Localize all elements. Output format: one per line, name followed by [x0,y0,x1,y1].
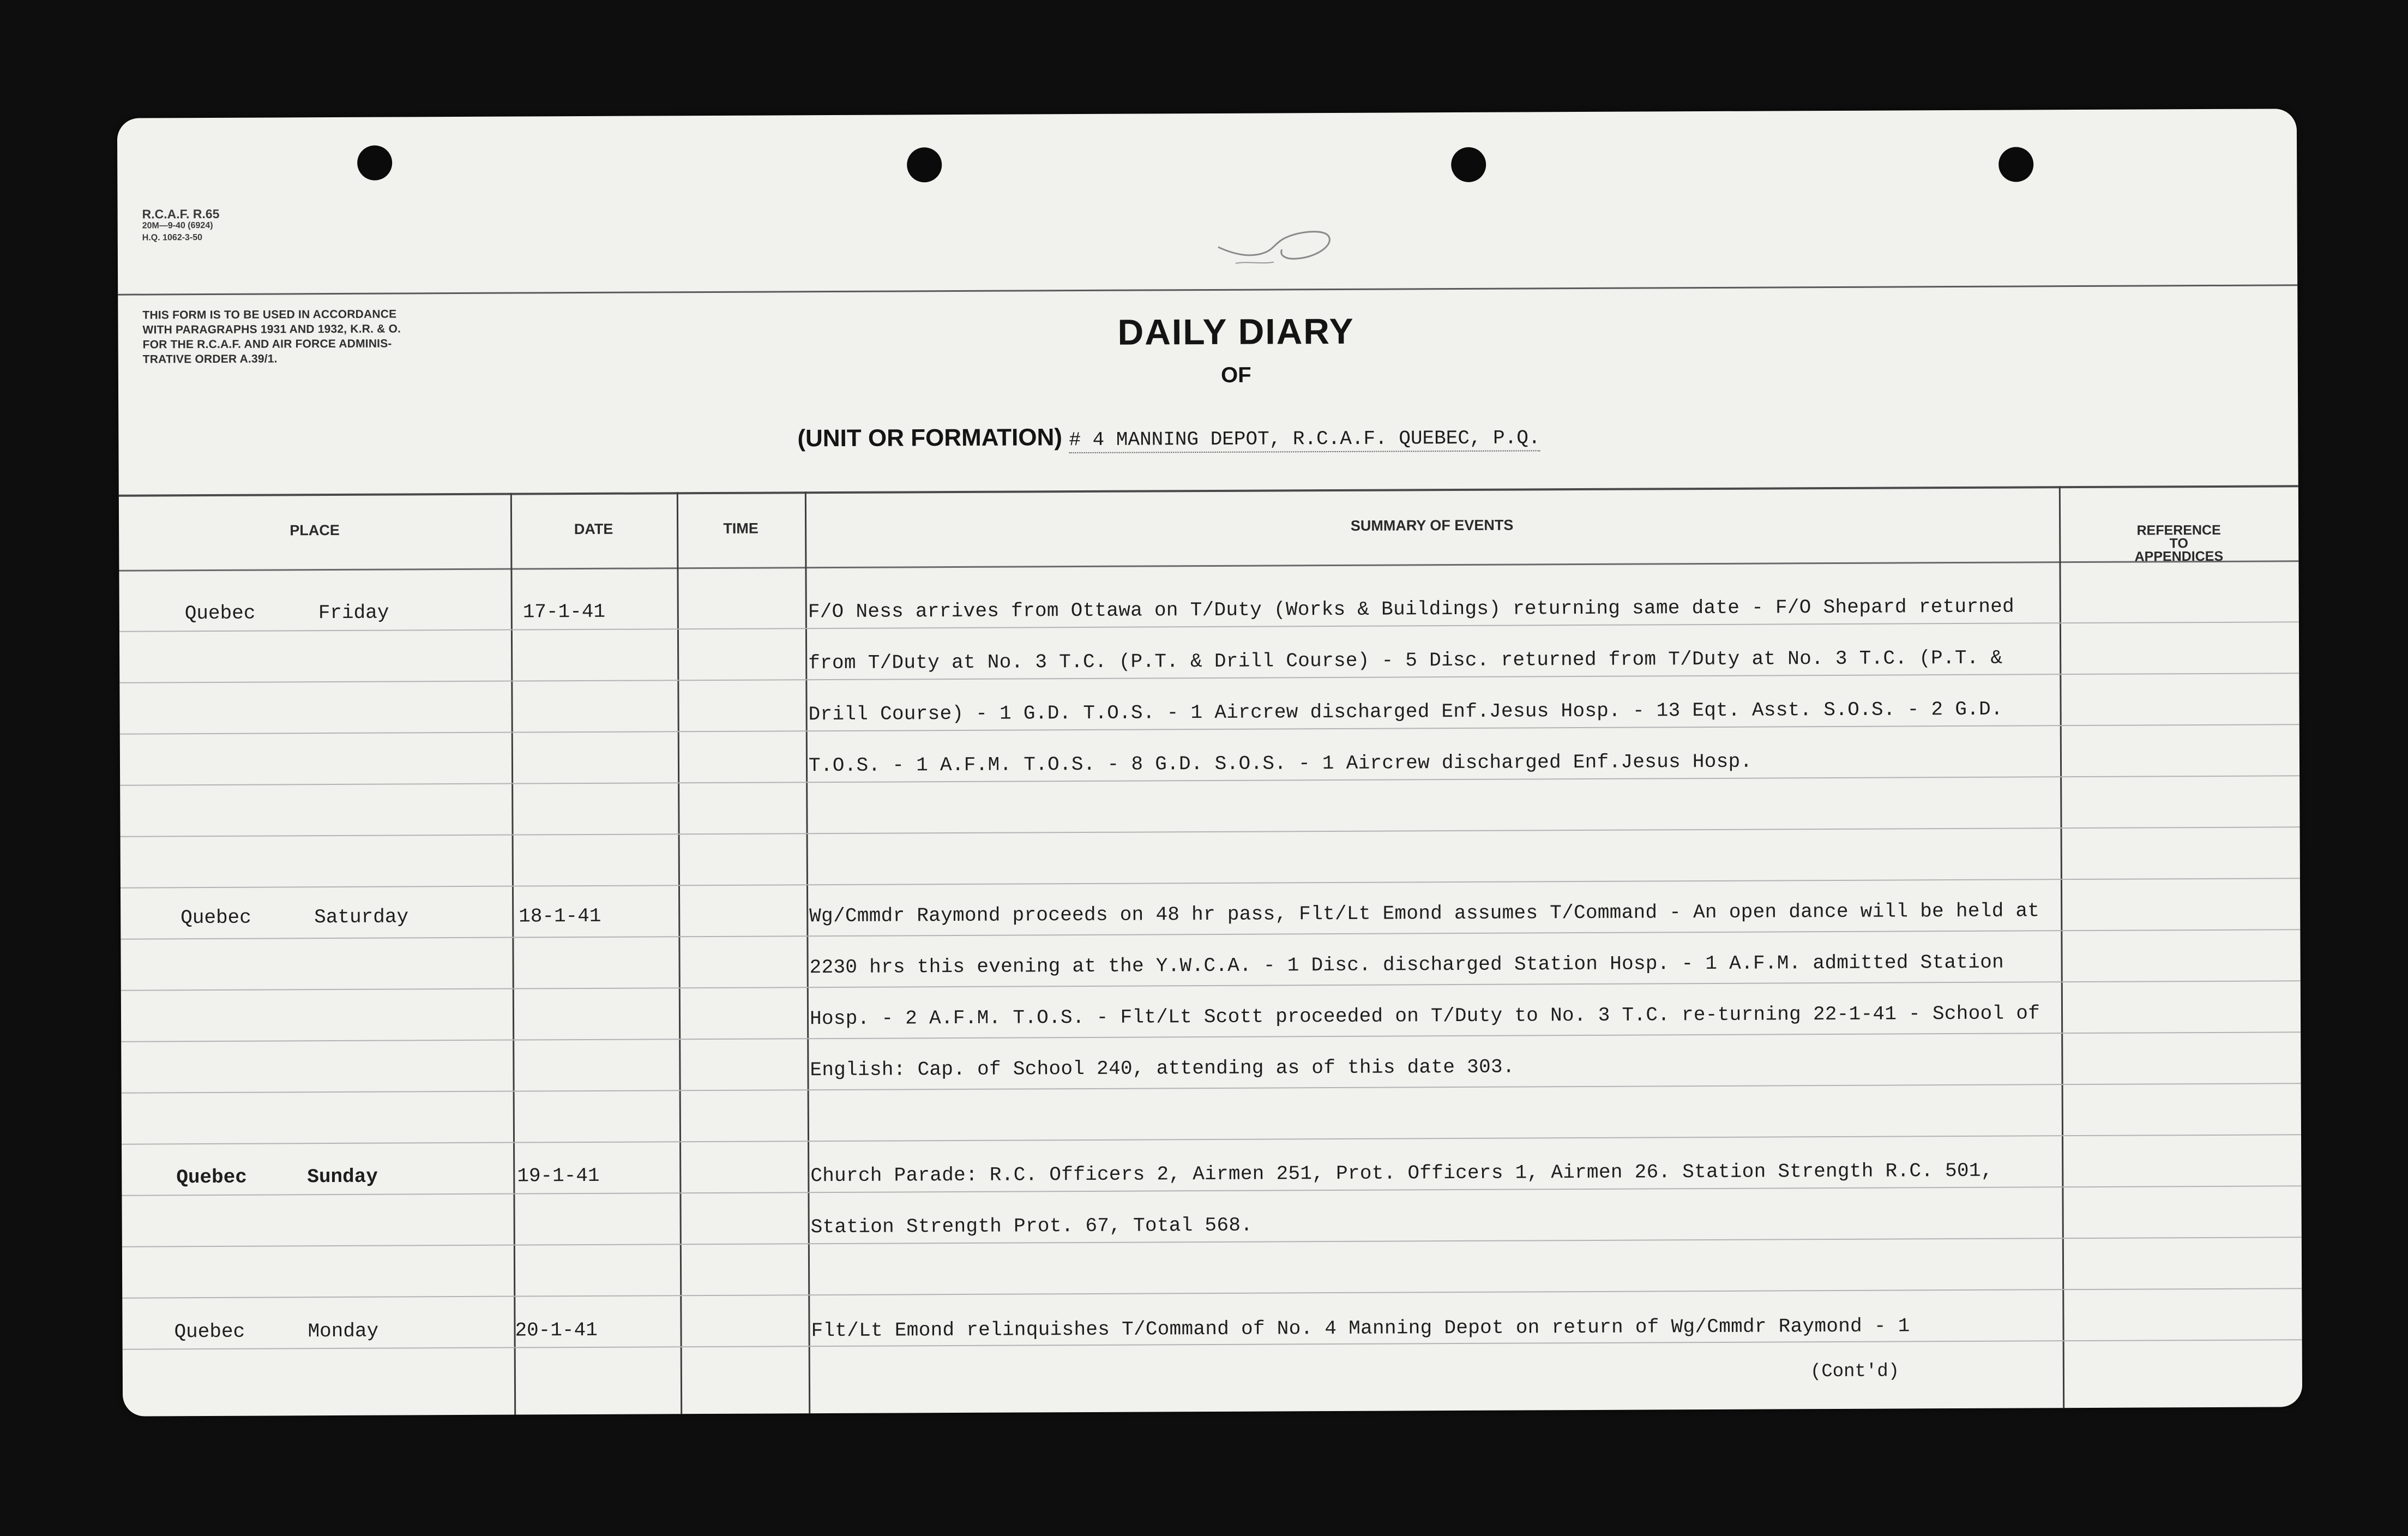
column-header-date: DATE [574,520,613,538]
unit-value: # 4 MANNING DEPOT, R.C.A.F. QUEBEC, P.Q. [1069,427,1540,453]
rule-line [122,1134,2301,1144]
form-instructions: THIS FORM IS TO BE USED IN ACCORDANCE WITH PARAGRAPHS 1931 AND 1932, K.R. & O. FOR THE R.C.A.F. AND AIR FORCE ADMINIS- TRATIVE ORDER A.39/1. [142,308,401,366]
rule-line [121,826,2300,837]
entry-date: 17-1-41 [522,600,606,623]
entry-summary: Church Parade: R.C. Officers 2, Airmen 251, Prot. Officers 1, Airmen 26. Station Strength R.C. 501, Station Strength Prot. 67, Total 568. [810,1159,1993,1239]
entry-date: 20-1-41 [515,1318,598,1342]
entry-day: Monday [308,1319,379,1343]
entry-summary: Flt/Lt Emond relinquishes T/Command of No. 4 Manning Depot on return of Wg/Cmmdr Raymond - 1 [811,1315,1910,1342]
pencil-scribble-icon [1214,225,1339,274]
entry-place: Quebec [184,602,256,625]
unit-label: (UNIT OR FORMATION) [797,424,1063,452]
punch-hole [1998,147,2033,182]
unit-line [797,422,1540,452]
table-top-border [119,485,2298,496]
column-divider [677,492,682,1414]
form-number: R.C.A.F. R.65 [142,206,220,221]
header-divider [118,284,2297,295]
entry-date: 18-1-41 [519,904,601,928]
page-title: DAILY DIARY [1117,310,1354,352]
form-hq-code: H.Q. 1062-3-50 [142,233,203,243]
form-identifier [142,208,220,244]
entry-place: Quebec [176,1166,248,1189]
punch-hole [907,147,942,182]
column-divider [510,493,516,1415]
diary-page [117,109,2302,1416]
column-header-time: TIME [723,520,758,537]
punch-hole [1451,147,1486,182]
entry-place: Quebec [174,1320,245,1343]
entry-summary: F/O Ness arrives from Ottawa on T/Duty (Works & Buildings) returning same date - F/O Shepard returned from T/Duty at No. 3 T.C. (P.T. & Drill Course) - 5 Disc. returned from T/Duty at No. 3 T.C. (P.T. & Drill Course) - 1 G.D. T.O.S. - 1 Aircrew discharged Enf.Jesus Hosp. - 13 Eqt. Asst. S.O.S. - 2 G.D. T.O.S. - 1 A.F.M. T.O.S. - 8 G.D. S.O.S. - 1 Aircrew discharged Enf.Jesus Hosp. [808,595,2015,777]
column-header-reference: REFERENCE TO APPENDICES [2134,522,2224,565]
continued-note: (Cont'd) [1810,1361,1900,1383]
page-title-of: OF [1221,363,1251,387]
entry-place: Quebec [180,906,251,929]
column-header-summary: SUMMARY OF EVENTS [1350,517,1514,534]
entry-day: Saturday [314,905,409,929]
form-print-code: 20M—9-40 (6924) [142,220,213,231]
header-row-divider [119,560,2298,571]
entry-day: Sunday [307,1165,378,1189]
entry-day: Friday [318,601,389,625]
punch-hole [357,146,392,181]
entry-summary: Wg/Cmmdr Raymond proceeds on 48 hr pass, Flt/Lt Emond assumes T/Command - An open dance will be held at 2230 hrs this evening at the Y.W.C.A. - 1 Disc. discharged Station Hosp. - 1 A.F.M. admitted Station Hosp. - 2 A.F.M. T.O.S. - Flt/Lt Scott proceeded on T/Duty to No. 3 T.C. re-turning 22-1-41 - School of English: Cap. of School 240, attending as of this date 303. [809,899,2040,1082]
rule-line [122,1288,2302,1298]
column-header-place: PLACE [290,521,340,539]
entry-date: 19-1-41 [517,1164,600,1187]
